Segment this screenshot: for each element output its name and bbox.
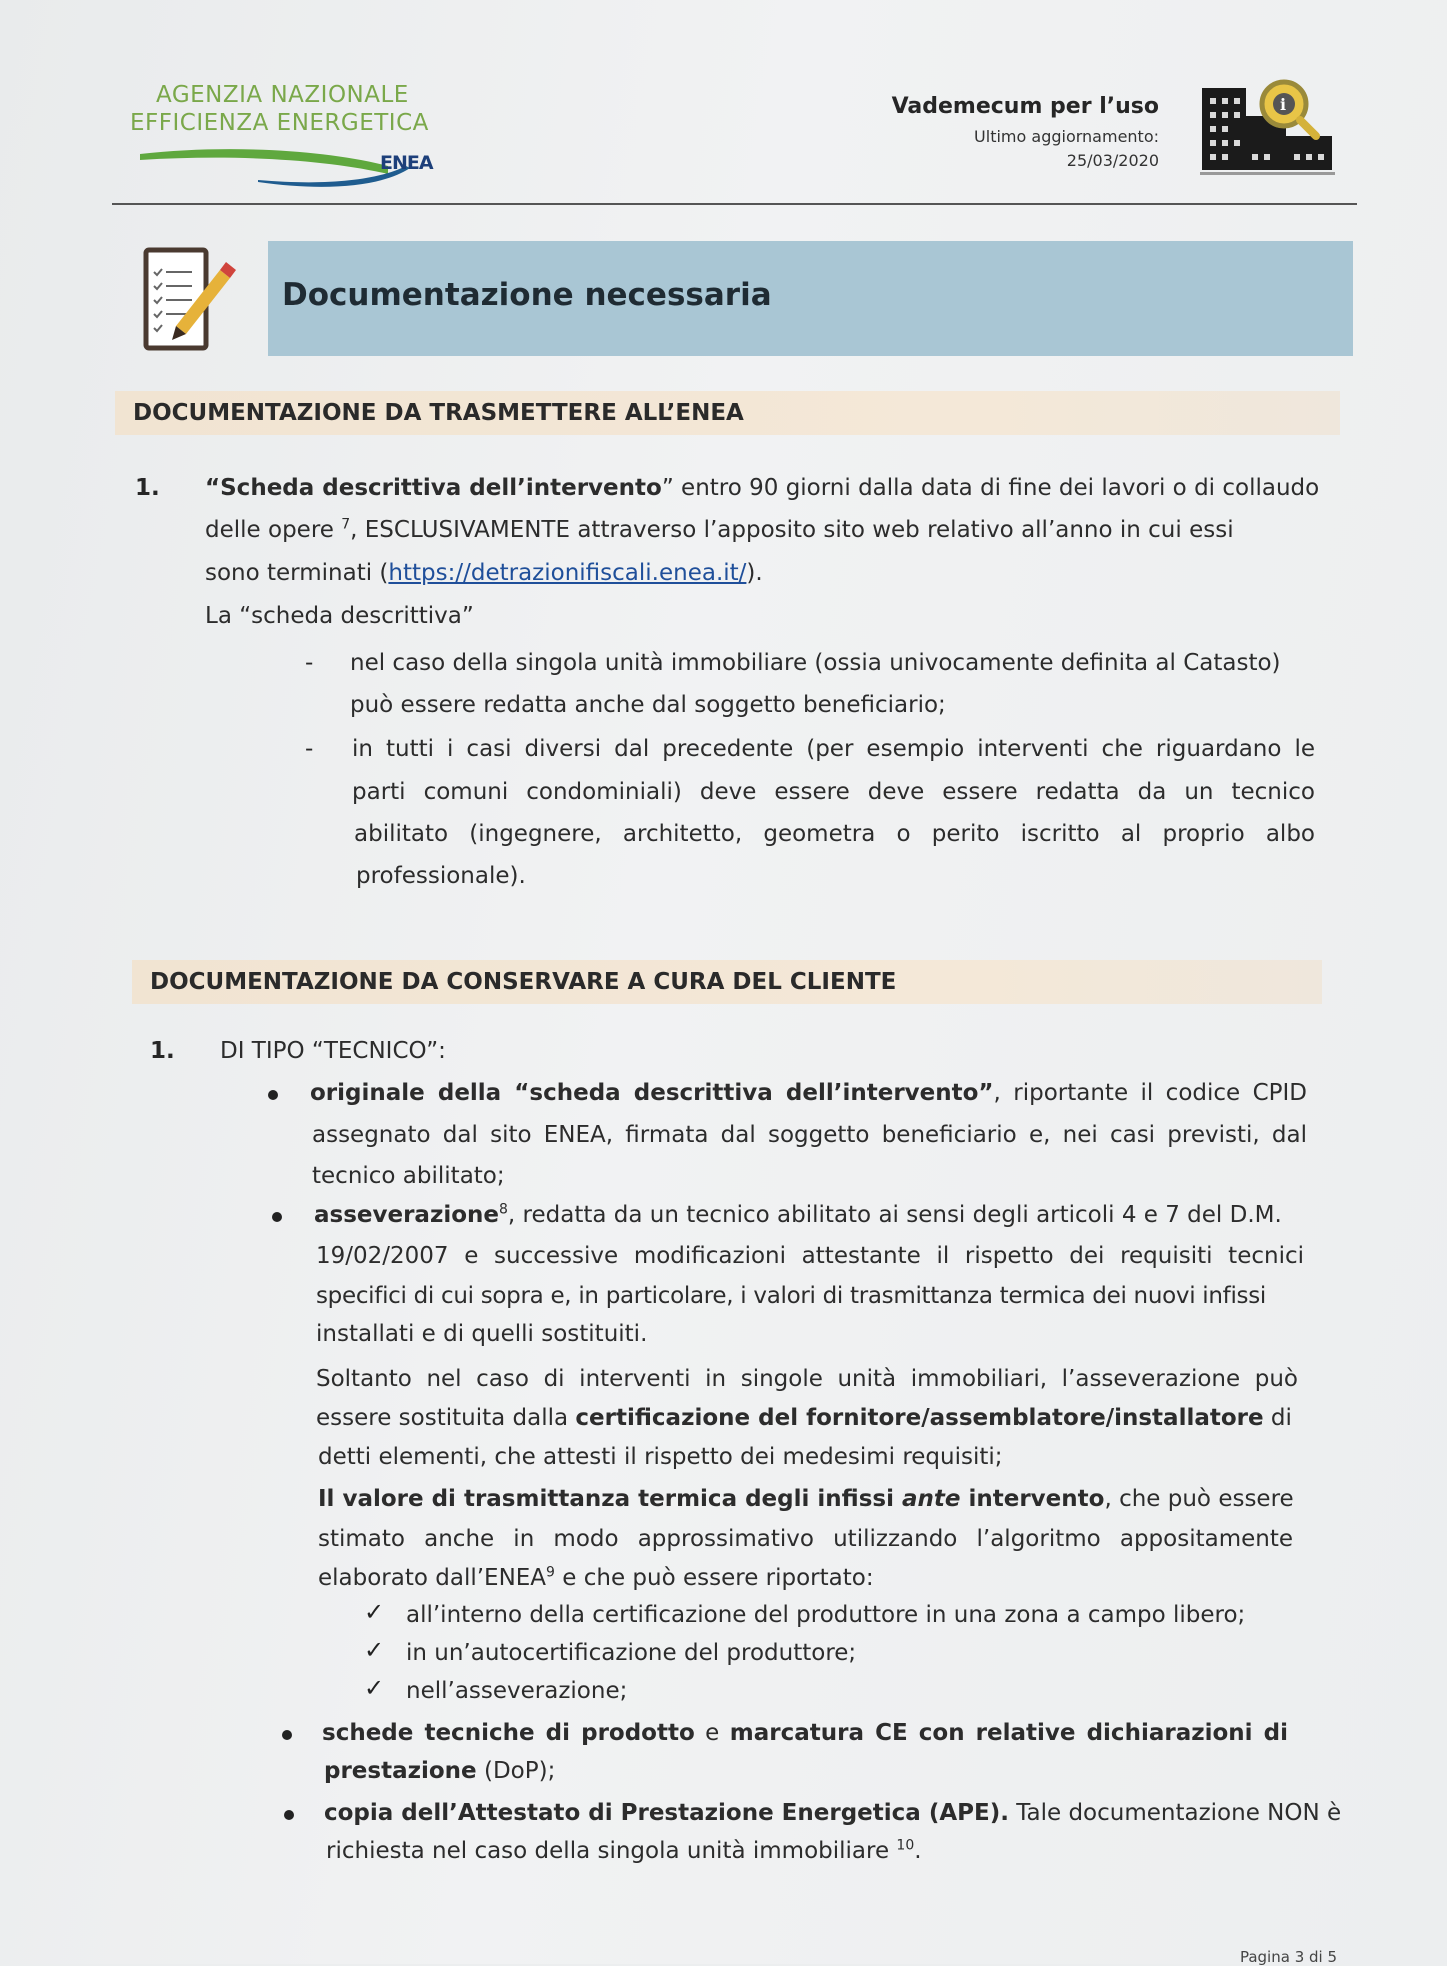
text: , che può essere bbox=[1104, 1486, 1294, 1512]
last-updated-date: 25/03/2020 bbox=[1066, 151, 1159, 170]
svg-text:i: i bbox=[1280, 95, 1287, 114]
text: . bbox=[914, 1838, 922, 1864]
paragraph-line bbox=[205, 475, 1319, 501]
list-item-line bbox=[318, 1486, 1294, 1512]
bold-text: certificazione del fornitore/assemblatore/installatore bbox=[575, 1405, 1264, 1431]
enea-logo bbox=[130, 80, 470, 200]
text: sono terminati ( bbox=[205, 560, 389, 586]
text: , ESCLUSIVAMENTE attraverso l’apposito sito web relativo all’anno in cui essi bbox=[350, 517, 1234, 543]
bold-text: copia dell’Attestato di Prestazione Energetica (APE). bbox=[324, 1800, 1009, 1826]
list-item-line bbox=[324, 1800, 1341, 1826]
logo-brand: ENEA bbox=[380, 152, 433, 174]
dash-marker: - bbox=[305, 736, 314, 762]
list-item-line: stimato anche in modo approssimativo utilizzando l’algoritmo appositamente bbox=[318, 1526, 1293, 1552]
document-title: Vademecum per l’uso bbox=[891, 94, 1159, 119]
paragraph-line: La “scheda descrittiva” bbox=[205, 603, 474, 629]
header-divider bbox=[112, 203, 1357, 205]
bold-text: Il valore di trasmittanza termica degli infissi bbox=[318, 1486, 902, 1512]
detrazioni-link[interactable]: https://detrazionifiscali.enea.it/ bbox=[388, 560, 747, 586]
text: e bbox=[694, 1720, 730, 1746]
list-item-line: 19/02/2007 e successive modificazioni attestante il rispetto dei requisiti tecnici bbox=[316, 1243, 1304, 1269]
list-item-line: nel caso della singola unità immobiliare (ossia univocamente definita al Catasto) bbox=[350, 650, 1281, 676]
bold-text: marcatura CE con relative dichiarazioni di bbox=[729, 1720, 1288, 1746]
bold-text: intervento bbox=[960, 1486, 1105, 1512]
bullet-marker bbox=[282, 1730, 292, 1740]
text: delle opere bbox=[205, 517, 342, 543]
list-item-line: specifici di cui sopra e, in particolare, i valori di trasmittanza termica dei nuovi infissi bbox=[316, 1283, 1267, 1309]
footnote-ref[interactable]: 10 bbox=[896, 1837, 915, 1854]
paragraph-line bbox=[205, 517, 1234, 543]
logo-text-line1: AGENZIA NAZIONALE bbox=[156, 82, 409, 108]
list-item-line bbox=[318, 1565, 874, 1591]
text: di bbox=[1263, 1405, 1292, 1431]
list-item-line: tecnico abilitato; bbox=[312, 1163, 505, 1189]
text: (DoP); bbox=[476, 1758, 556, 1784]
bullet-marker bbox=[268, 1090, 278, 1100]
footnote-ref[interactable]: 7 bbox=[341, 516, 351, 533]
bold-text: originale della “scheda descrittiva dell’intervento” bbox=[310, 1080, 994, 1106]
checkmark-icon: ✓ bbox=[364, 1598, 385, 1626]
checkmark-icon: ✓ bbox=[364, 1674, 385, 1702]
list-item-line: installati e di quelli sostituiti. bbox=[316, 1321, 648, 1347]
footnote-ref[interactable]: 8 bbox=[499, 1201, 508, 1218]
list-item-line: può essere redatta anche dal soggetto beneficiario; bbox=[350, 692, 946, 718]
bullet-marker bbox=[272, 1212, 282, 1222]
dash-marker: - bbox=[305, 650, 314, 676]
text: e che può essere riportato: bbox=[554, 1565, 874, 1591]
bullet-marker bbox=[284, 1810, 294, 1820]
checkmark-icon: ✓ bbox=[364, 1636, 385, 1664]
footnote-ref[interactable]: 9 bbox=[546, 1564, 555, 1581]
list-number: 1. bbox=[150, 1038, 175, 1064]
list-item-line: assegnato dal sito ENEA, firmata dal soggetto beneficiario e, nei casi previsti, dal bbox=[312, 1122, 1307, 1148]
section-heading-conservare: DOCUMENTAZIONE DA CONSERVARE A CURA DEL CLIENTE bbox=[132, 960, 1322, 1004]
check-item: all’interno della certificazione del produttore in una zona a campo libero; bbox=[406, 1602, 1246, 1628]
list-number: 1. bbox=[135, 475, 160, 501]
text: ” entro 90 giorni dalla data di fine dei lavori o di collaudo bbox=[661, 475, 1320, 501]
text: , redatta da un tecnico abilitato ai sensi degli articoli 4 e 7 del D.M. bbox=[507, 1202, 1282, 1228]
text: , riportante il codice CPID bbox=[993, 1080, 1308, 1106]
logo-text-line2: EFFICIENZA ENERGETICA bbox=[130, 110, 429, 136]
page-number: Pagina 3 di 5 bbox=[1239, 1948, 1337, 1966]
building-search-icon bbox=[1200, 76, 1335, 186]
list-item-line: parti comuni condominiali) deve essere deve essere redatta da un tecnico bbox=[352, 779, 1315, 805]
bold-italic-text: ante bbox=[901, 1486, 961, 1512]
text: Tale documentazione NON è bbox=[1008, 1800, 1342, 1826]
text: essere sostituita dalla bbox=[316, 1405, 576, 1431]
bold-text: prestazione bbox=[324, 1758, 477, 1784]
list-item-line: Soltanto nel caso di interventi in singole unità immobiliari, l’asseverazione può bbox=[316, 1366, 1298, 1392]
list-item-line: in tutti i casi diversi dal precedente (per esempio interventi che riguardano le bbox=[352, 736, 1315, 762]
header-info bbox=[892, 94, 1159, 173]
list-item-line bbox=[310, 1080, 1307, 1106]
clipboard-checklist-icon bbox=[140, 244, 240, 356]
bold-text: “Scheda descrittiva dell’intervento bbox=[205, 475, 662, 501]
list-item-line: abilitato (ingegnere, architetto, geometra o perito iscritto al proprio albo bbox=[354, 821, 1315, 847]
text: elaborato dall’ENEA bbox=[318, 1565, 547, 1591]
list-item-line bbox=[316, 1405, 1292, 1431]
list-item-line bbox=[322, 1720, 1288, 1746]
list-item-title: DI TIPO “TECNICO”: bbox=[220, 1038, 446, 1064]
text: ). bbox=[746, 560, 763, 586]
bold-text: asseverazione bbox=[314, 1202, 499, 1228]
list-item-line bbox=[324, 1758, 555, 1784]
section-heading-trasmettere: DOCUMENTAZIONE DA TRASMETTERE ALL’ENEA bbox=[115, 391, 1340, 435]
last-updated-label: Ultimo aggiornamento: bbox=[974, 127, 1159, 146]
paragraph-line bbox=[205, 560, 763, 586]
section-banner bbox=[268, 241, 1353, 356]
check-item: nell’asseverazione; bbox=[406, 1678, 628, 1704]
check-item: in un’autocertificazione del produttore; bbox=[406, 1640, 857, 1666]
text: richiesta nel caso della singola unità immobiliare bbox=[326, 1838, 897, 1864]
list-item-line bbox=[326, 1838, 922, 1864]
list-item-line: detti elementi, che attesti il rispetto dei medesimi requisiti; bbox=[318, 1444, 1003, 1470]
list-item-line bbox=[314, 1202, 1282, 1228]
bold-text: schede tecniche di prodotto bbox=[322, 1720, 695, 1746]
list-item-line: professionale). bbox=[356, 863, 526, 889]
banner-title: Documentazione necessaria bbox=[282, 277, 772, 313]
